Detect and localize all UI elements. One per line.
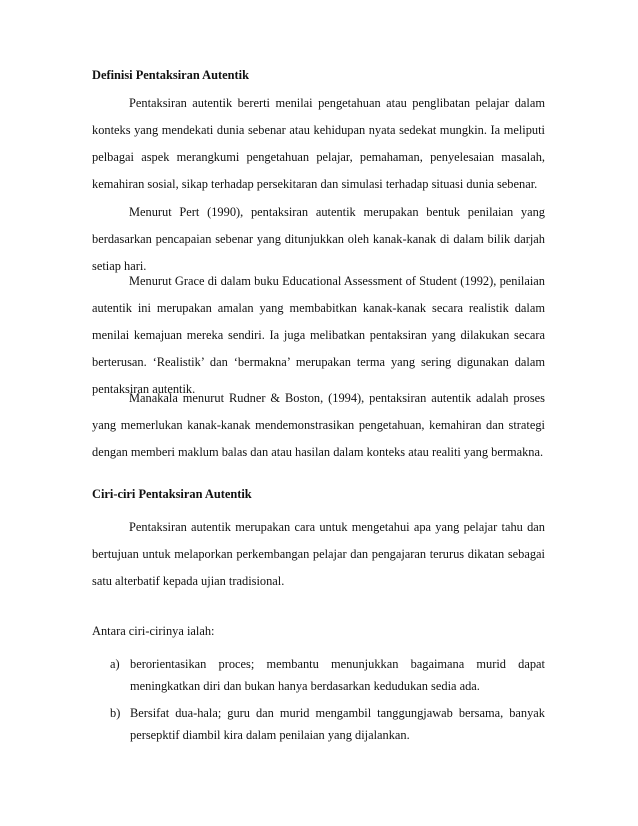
list-item	[92, 653, 545, 697]
section-heading-definisi: Definisi Pentaksiran Autentik	[92, 68, 249, 82]
paragraph: Pentaksiran autentik bererti menilai pengetahuan atau penglibatan pelajar dalam konteks yang mendekati dunia sebenar atau kehidupan nyata sedekat mungkin. Ia meliputi pelbagai aspek merangkumi pengetahuan pelajar, pemahaman, penyelesaian masalah, kemahiran sosial, sikap terhadap persekitaran dan simulasi terhadap situasi dunia sebenar.	[92, 96, 545, 191]
list-item-text: berorientasikan proces; membantu menunjukkan bagaimana murid dapat meningkatkan diri dan bukan hanya berdasarkan kedudukan sedia ada.	[130, 657, 545, 693]
list-item-text: Bersifat dua-hala; guru dan murid mengambil tanggungjawab bersama, banyak persepktif diambil kira dalam penilaian yang dijalankan.	[130, 706, 545, 742]
paragraph: Pentaksiran autentik merupakan cara untuk mengetahui apa yang pelajar tahu dan bertujuan untuk melaporkan perkembangan pelajar dan pengajaran terurus dikatan sebagai satu alterbatif kepada ujian tradisional.	[92, 520, 545, 588]
list-intro: Antara ciri-cirinya ialah:	[92, 624, 215, 638]
list-marker: b)	[110, 706, 121, 720]
characteristics-list	[92, 653, 545, 746]
list-item	[92, 702, 545, 746]
paragraph: Menurut Grace di dalam buku Educational Assessment of Student (1992), penilaian autentik ini merupakan amalan yang membabitkan kanak-kanak secara realistik dalam menilai kemajuan mereka sendiri. Ia juga melibatkan pentaksiran yang dilakukan secara berterusan. ‘Realistik’ dan ‘bermakna’ merupakan terma yang sering digunakan dalam pentaksiran autentik.	[92, 274, 545, 396]
paragraph: Menurut Pert (1990), pentaksiran autentik merupakan bentuk penilaian yang berdasarkan pencapaian sebenar yang ditunjukkan oleh kanak-kanak di dalam bilik darjah setiap hari.	[92, 205, 545, 273]
list-marker: a)	[110, 657, 120, 671]
section-heading-ciri-ciri: Ciri-ciri Pentaksiran Autentik	[92, 487, 252, 501]
paragraph: Manakala menurut Rudner & Boston, (1994), pentaksiran autentik adalah proses yang memerlukan kanak-kanak mendemonstrasikan pengetahuan, kemahiran dan strategi dengan memberi maklum balas dan atau hasilan dalam konteks atau realiti yang bermakna.	[92, 391, 545, 459]
